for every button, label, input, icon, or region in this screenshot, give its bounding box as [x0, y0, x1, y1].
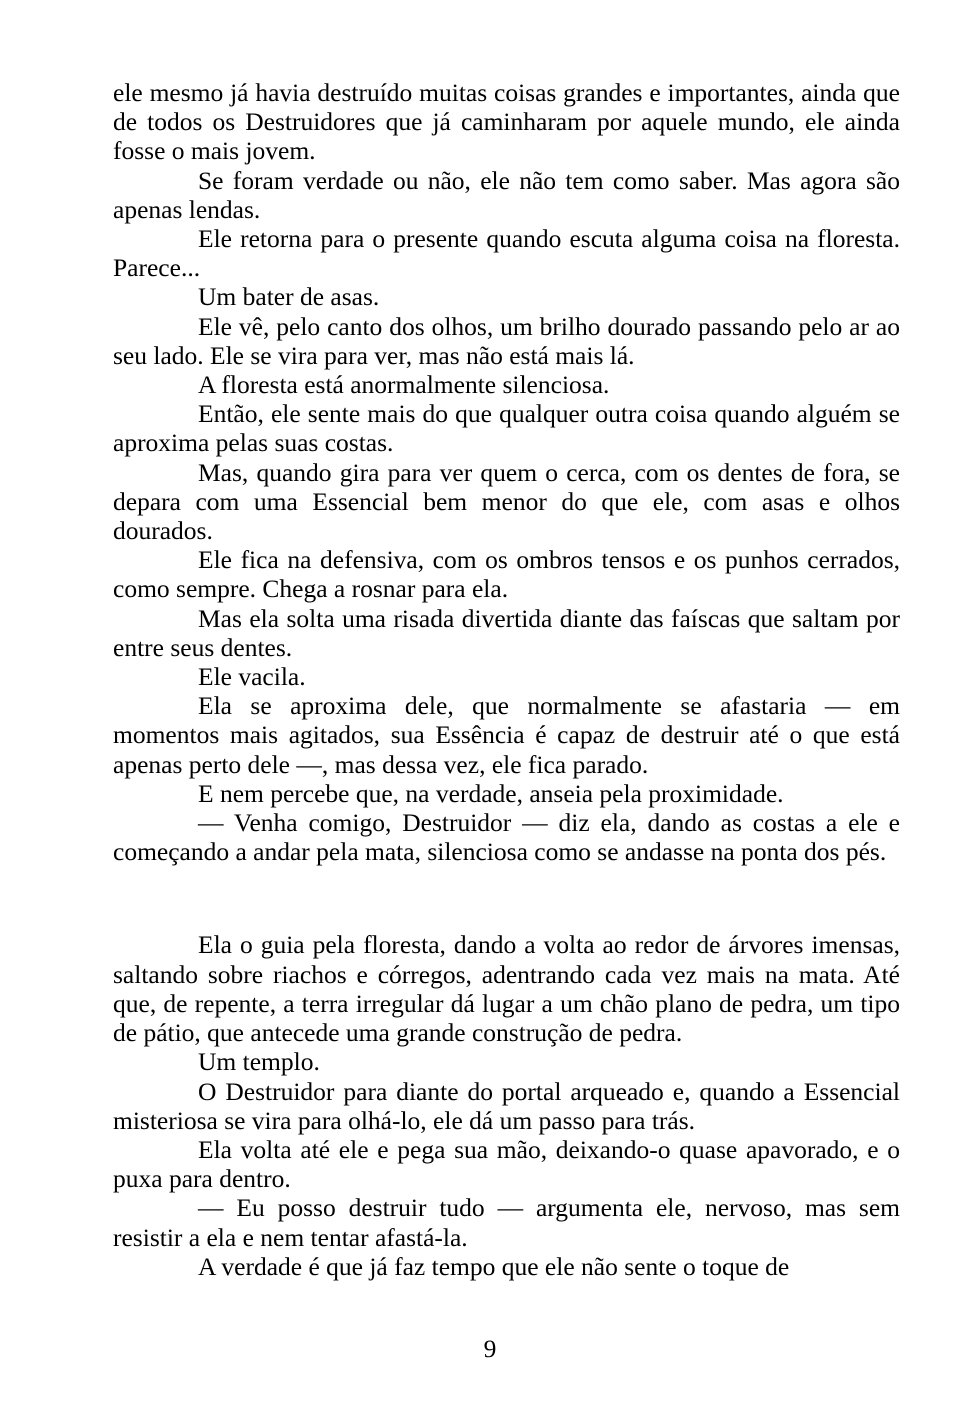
paragraph: — Eu posso destruir tudo — argumenta ele, nervoso, mas sem resistir a ela e nem tentar afastá-la. [113, 1193, 900, 1252]
paragraph: Então, ele sente mais do que qualquer outra coisa quando alguém se aproxima pelas suas costas. [113, 399, 900, 458]
paragraph: E nem percebe que, na verdade, anseia pela proximidade. [198, 778, 784, 808]
paragraph: Um templo. [198, 1047, 320, 1077]
paragraph: Ele fica na defensiva, com os ombros tensos e os punhos cerrados, como sempre. Chega a rosnar para ela. [113, 545, 900, 604]
scene-break-gap [113, 866, 900, 930]
paragraph: Mas, quando gira para ver quem o cerca, com os dentes de fora, se depara com uma Essencial bem menor do que ele, com asas e olhos dourados. [113, 457, 900, 546]
paragraph: Se foram verdade ou não, ele não tem como saber. Mas agora são apenas lendas. [113, 165, 900, 224]
paragraph: A verdade é que já faz tempo que ele não sente o toque de [198, 1251, 790, 1281]
paragraph: O Destruidor para diante do portal arqueado e, quando a Essencial misteriosa se vira para olhá-lo, ele dá um passo para trás. [113, 1076, 900, 1135]
section-one [113, 78, 900, 866]
page-number: 9 [483, 1334, 497, 1363]
paragraph: Ela se aproxima dele, que normalmente se afastaria — em momentos mais agitados, sua Essência é capaz de destruir até o que está apenas perto dele —, mas dessa vez, ele fica parado. [113, 691, 900, 779]
paragraph: ele mesmo já havia destruído muitas coisas grandes e importantes, ainda que de todos os Destruidores que já caminharam por aquele mundo, ele ainda fosse o mais jovem. [113, 78, 900, 166]
paragraph: Um bater de asas. [198, 282, 380, 312]
paragraph: Ela volta até ele e pega sua mão, deixando-o quase apavorado, e o puxa para dentro. [113, 1134, 900, 1194]
paragraph: Ela o guia pela floresta, dando a volta ao redor de árvores imensas, saltando sobre riachos e córregos, adentrando cada vez mais na mata. Até que, de repente, a terra irregular dá lugar a um chão plano de pedra, um tipo de pátio, que antecede uma grande construção de pedra. [113, 930, 900, 1048]
paragraph: Ele retorna para o presente quando escuta alguma coisa na floresta. Parece... [113, 224, 900, 283]
paragraph: Mas ela solta uma risada divertida diante das faíscas que saltam por entre seus dentes. [113, 603, 900, 662]
paragraph: Ele vacila. [198, 662, 306, 692]
page-text-block [113, 78, 900, 1281]
paragraph: — Venha comigo, Destruidor — diz ela, dando as costas a ele e começando a andar pela mata, silenciosa como se andasse na ponta dos pés. [113, 808, 900, 867]
section-two [113, 930, 900, 1280]
paragraph: A floresta está anormalmente silenciosa. [198, 370, 610, 400]
paragraph: Ele vê, pelo canto dos olhos, um brilho dourado passando pelo ar ao seu lado. Ele se vira para ver, mas não está mais lá. [113, 311, 900, 370]
